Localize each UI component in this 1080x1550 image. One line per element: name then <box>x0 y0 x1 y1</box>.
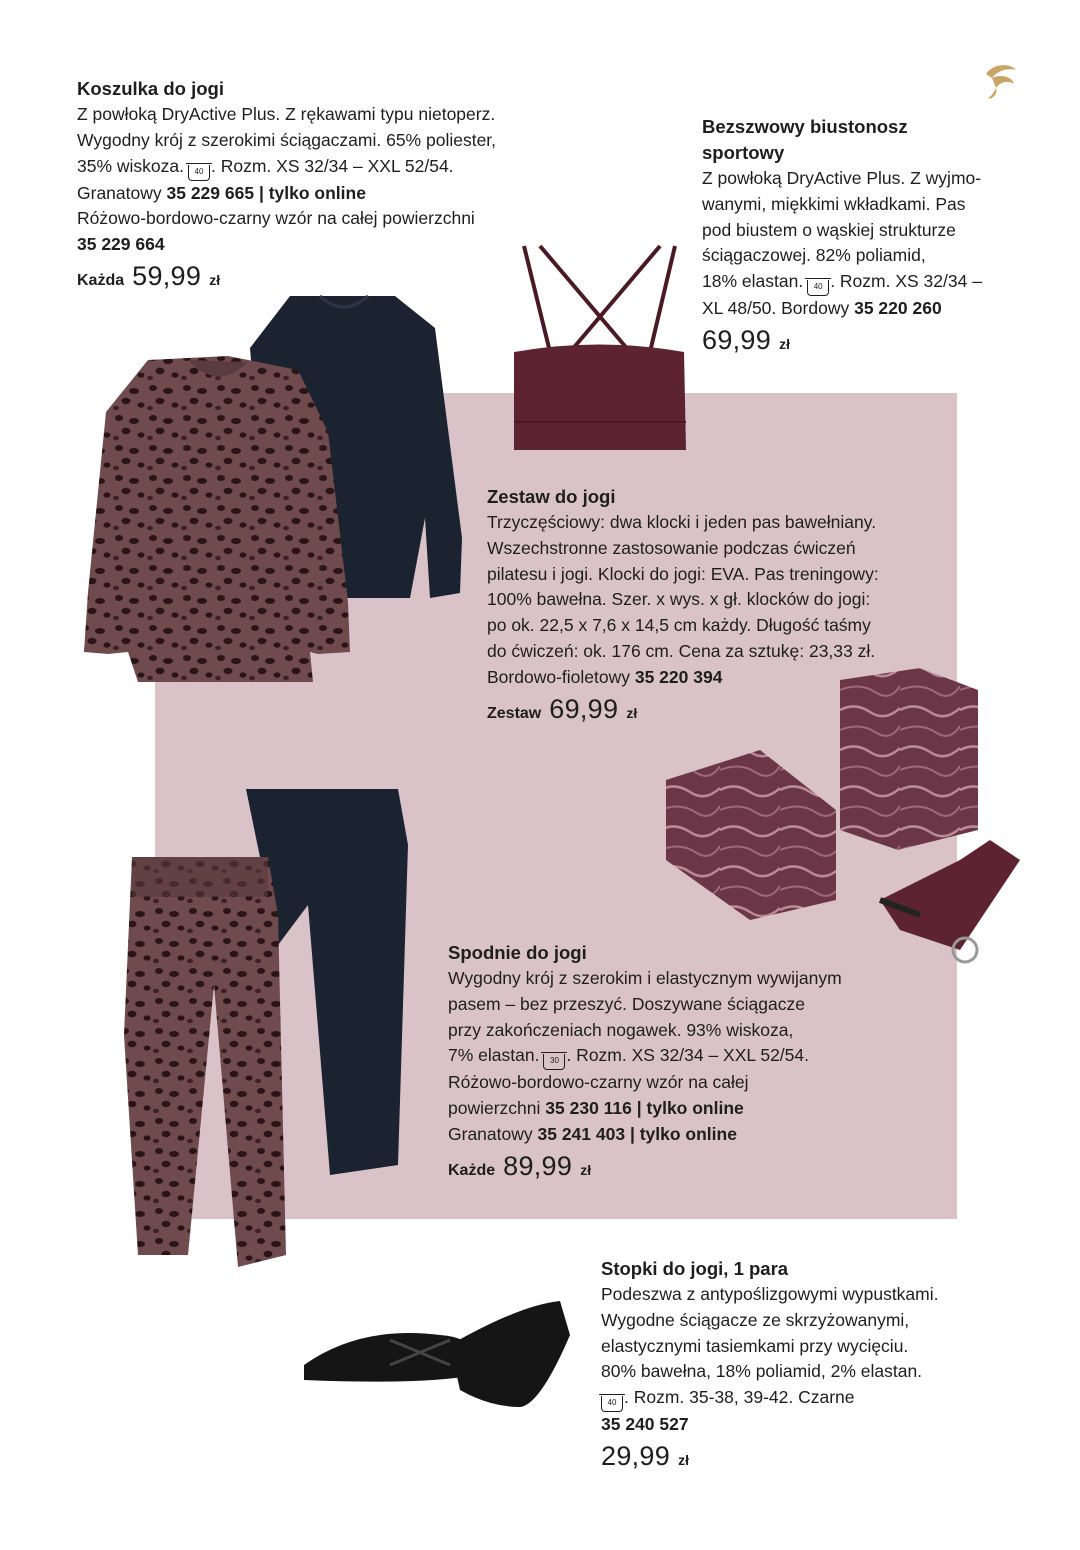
currency: zł <box>626 704 638 721</box>
description-line <box>702 296 982 322</box>
text: . Rozm. XS 32/34 – XXL 52/54. <box>211 155 454 176</box>
price-label: Każda <box>77 271 125 289</box>
price-label: Każde <box>448 1161 496 1179</box>
wash-temp: 30 <box>550 1056 559 1066</box>
price: 29,99 <box>601 1440 671 1471</box>
currency: zł <box>580 1161 592 1178</box>
description-line: Podeszwa z antypoślizgowymi wypustkami. <box>601 1284 939 1304</box>
tchibo-coffee-bean-icon <box>978 58 1022 102</box>
description-line: pilatesu i jogi. Klocki do jogi: EVA. Pas treningowy: <box>487 563 879 584</box>
description-line <box>448 1122 842 1148</box>
description-line <box>77 154 496 181</box>
description-line: elastycznymi tasiemkami przy wycięciu. <box>601 1335 909 1356</box>
price: 59,99 <box>132 260 202 291</box>
price: 69,99 <box>702 324 772 355</box>
product-title: Zestaw do jogi <box>487 486 616 507</box>
wash-temp: 40 <box>194 166 204 176</box>
description-line: ściągaczowej. 82% poliamid, <box>702 245 926 266</box>
article-number: 35 230 116 | tylko online <box>545 1098 744 1119</box>
text: 35% wiskoza. <box>77 155 184 176</box>
description-line <box>702 269 982 296</box>
black-yoga-socks-image <box>300 1295 575 1415</box>
wash-30-icon <box>543 1054 565 1070</box>
product-stopki <box>601 1256 939 1474</box>
yoga-socks-image <box>300 590 575 705</box>
text: XL 48/50. Bordowy <box>702 298 850 319</box>
description-line: Z powłoką DryActive Plus. Z wyjmo- <box>702 168 982 188</box>
wash-40-icon <box>601 1396 623 1412</box>
text: . Rozm. XS 32/34 – XXL 52/54. <box>566 1045 810 1066</box>
description-line: po ok. 22,5 x 7,6 x 14,5 cm każdy. Długość taśmy <box>487 615 871 636</box>
description-line: Z powłoką DryActive Plus. Z rękawami typu nietoperz. <box>77 104 496 124</box>
product-title: Koszulka do jogi <box>77 78 224 99</box>
yoga-blocks-and-strap-image <box>660 660 1020 965</box>
color-name: Granatowy <box>77 182 162 203</box>
currency: zł <box>678 1451 689 1468</box>
price: 69,99 <box>549 693 619 724</box>
description-line: Wygodny krój z szerokimi ściągaczami. 65% poliester, <box>77 129 497 150</box>
product-title: Bezszwowy biustonosz <box>702 116 908 137</box>
description-line <box>601 1385 939 1412</box>
product-title: Spodnie do jogi <box>448 942 587 963</box>
article-number: 35 240 527 <box>601 1414 689 1435</box>
description-line: 100% bawełna. Szer. x wys. x gł. klocków do jogi: <box>487 589 871 610</box>
price: 89,99 <box>503 1150 573 1181</box>
description-line: do ćwiczeń: ok. 176 cm. Cena za sztukę: 23,33 zł. <box>487 640 876 661</box>
article-number: 35 229 664 <box>77 234 165 255</box>
article-number: 35 229 665 | tylko online <box>166 182 366 203</box>
color-name: Granatowy <box>448 1123 533 1144</box>
description-line: Wszechstronne zastosowanie podczas ćwiczeń <box>487 537 856 558</box>
product-spodnie <box>448 940 842 1184</box>
color-name: Bordowo-fioletowy <box>487 666 630 687</box>
product-koszulka <box>77 76 496 294</box>
description-line: 80% bawełna, 18% poliamid, 2% elastan. <box>601 1361 923 1382</box>
wash-temp: 40 <box>813 282 823 292</box>
description-line <box>448 1043 842 1070</box>
price-label: Zestaw <box>487 704 542 722</box>
text: . Rozm. 35-38, 39-42. Czarne <box>624 1387 855 1408</box>
article-number: 35 220 394 <box>634 666 723 687</box>
text: 18% elastan. <box>702 271 804 292</box>
wash-40-icon <box>188 165 210 181</box>
product-title: sportowy <box>702 142 785 163</box>
article-number: 35 241 403 | tylko online <box>537 1123 737 1144</box>
text: powierzchni <box>448 1098 541 1119</box>
product-biustonosz <box>702 114 982 358</box>
description-line: pasem – bez przeszyć. Doszywane ściągacze <box>448 993 805 1014</box>
description-line: przy zakończeniach nogawek. 93% wiskoza, <box>448 1019 794 1040</box>
description-line: pod biustem o wąskiej strukturze <box>702 219 956 240</box>
description-line: Trzyczęściowy: dwa klocki i jeden pas bawełniany. <box>487 512 877 532</box>
price-row <box>702 324 982 358</box>
text: 7% elastan. <box>448 1045 540 1066</box>
description-line: Różowo-bordowo-czarny wzór na całej <box>448 1072 749 1093</box>
text: . Rozm. XS 32/34 – <box>830 271 982 292</box>
description-line: Wygodny krój z szerokim i elastycznym wywijanym <box>448 968 842 988</box>
wash-40-icon <box>807 280 829 296</box>
price-row <box>448 1150 842 1184</box>
currency: zł <box>779 335 790 352</box>
product-title: Stopki do jogi, 1 para <box>601 1258 789 1279</box>
description-line: Różowo-bordowo-czarny wzór na całej powierzchni <box>77 208 475 229</box>
description-line: wanymi, miękkimi wkładkami. Pas <box>702 193 966 214</box>
price-row <box>601 1440 939 1474</box>
description-line: Wygodne ściągacze ze skrzyżowanymi, <box>601 1309 910 1330</box>
description-line <box>77 181 496 207</box>
yoga-pants-image <box>118 785 418 1285</box>
burgundy-sports-bra-image <box>510 242 688 452</box>
description-line <box>448 1096 842 1122</box>
article-number: 35 220 260 <box>854 298 942 319</box>
currency: zł <box>209 271 221 288</box>
wash-temp: 40 <box>607 1398 617 1408</box>
